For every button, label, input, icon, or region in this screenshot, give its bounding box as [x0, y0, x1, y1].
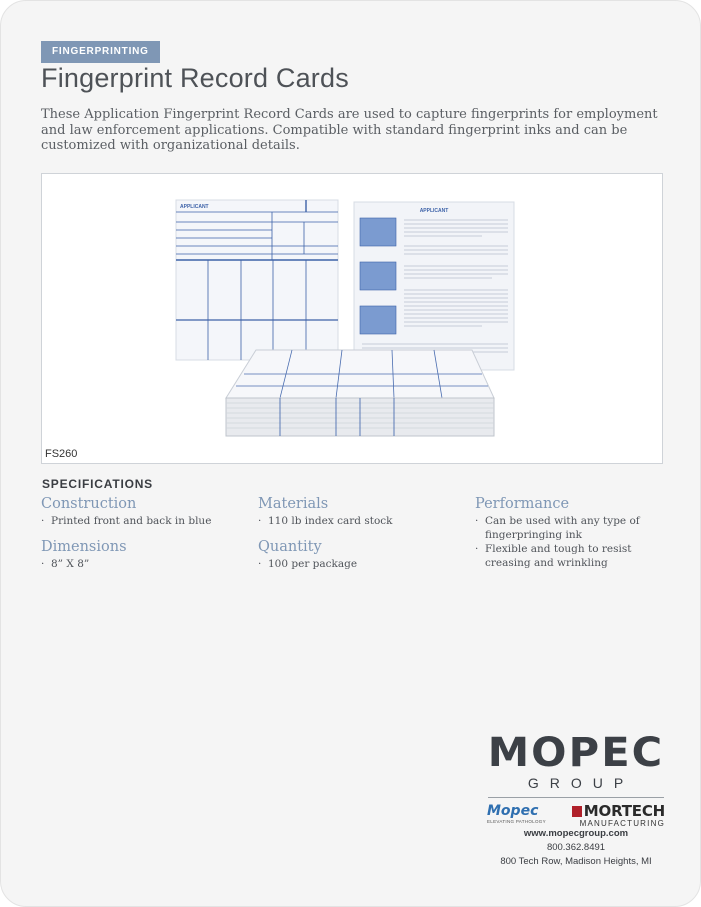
website-link[interactable]: www.mopecgroup.com [523, 828, 629, 839]
spec-title-dimensions: Dimensions [41, 539, 127, 555]
card-front-heading: APPLICANT [180, 204, 209, 210]
brand-name: MOPEC [487, 730, 665, 776]
mortech-logo [572, 804, 665, 828]
card-front [176, 200, 338, 360]
spec-item: · Flexible and tough to resist creasing and wrinkling [475, 542, 665, 570]
fingerprint-cards-illustration [42, 174, 662, 463]
spec-list [258, 514, 468, 528]
product-photo [41, 173, 663, 464]
mopec-logo [487, 804, 546, 824]
spec-item: · Printed front and back in blue [41, 514, 251, 528]
address: 800 Tech Row, Madison Heights, MI [500, 856, 652, 867]
mopec-group-logo [481, 730, 671, 828]
brand-group: GROUP [527, 775, 635, 791]
mortech-logo-text: MORTECH [583, 802, 665, 820]
contact-info [481, 827, 671, 869]
spec-title-construction: Construction [41, 496, 137, 512]
mortech-mark-icon [572, 806, 582, 817]
sub-brand-logos [481, 804, 671, 828]
specifications-heading: SPECIFICATIONS [42, 477, 153, 491]
category-tag: FINGERPRINTING [41, 41, 160, 63]
mortech-logo-sub: MANUFACTURING [579, 819, 665, 828]
mopec-logo-text: Mopec [487, 803, 539, 819]
spec-list [41, 557, 251, 571]
divider [488, 797, 664, 798]
spec-list [258, 557, 468, 571]
spec-title-performance: Performance [475, 496, 570, 512]
spec-item: · Can be used with any type of fingerpringing ink [475, 514, 665, 542]
phone-number: 800.362.8491 [546, 842, 606, 853]
spec-column-3 [475, 495, 665, 580]
spec-item: · 110 lb index card stock [258, 514, 468, 528]
card-back [354, 202, 514, 370]
spec-column-2 [258, 495, 468, 581]
product-description: These Application Fingerprint Record Cards are used to capture fingerprints for employment and law enforcement applications. Compatible with standard fingerprint inks and can be customized with organizational details. [41, 107, 658, 153]
spec-list [475, 514, 665, 570]
card-stack [226, 350, 494, 436]
spec-list [41, 514, 251, 528]
spec-item: · 8” X 8” [41, 557, 251, 571]
page-title: Fingerprint Record Cards [41, 63, 349, 93]
spec-title-quantity: Quantity [258, 539, 322, 555]
model-number: FS260 [45, 448, 78, 460]
card-back-heading: APPLICANT [419, 208, 449, 214]
spec-item: · 100 per package [258, 557, 468, 571]
mopec-logo-tagline: ELEVATING PATHOLOGY [487, 819, 546, 824]
spec-column-1 [41, 495, 251, 581]
spec-title-materials: Materials [258, 496, 329, 512]
